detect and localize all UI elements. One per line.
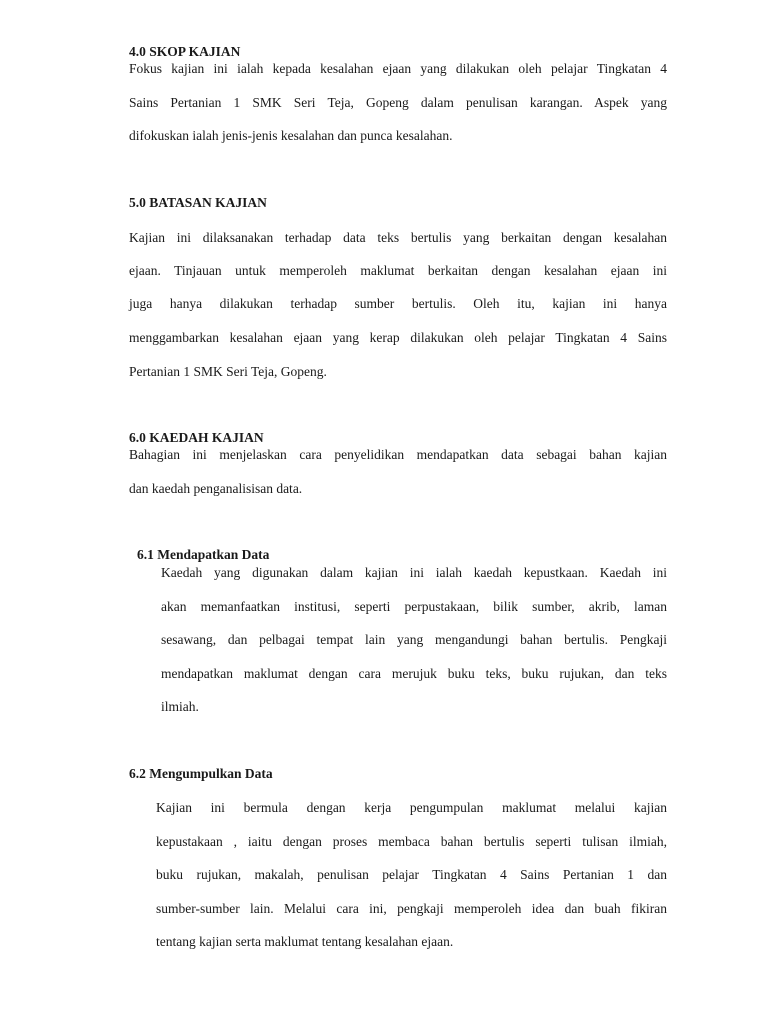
paragraph-line: akan memanfaatkan institusi, seperti perpustakaan, bilik sumber, akrib, laman: [161, 599, 667, 614]
paragraph-line: Sains Pertanian 1 SMK Seri Teja, Gopeng dalam penulisan karangan. Aspek yang: [129, 95, 667, 110]
paragraph-line: sumber-sumber lain. Melalui cara ini, pengkaji memperoleh idea dan buah fikiran: [156, 901, 667, 916]
paragraph-line: Pertanian 1 SMK Seri Teja, Gopeng.: [129, 364, 327, 379]
paragraph-line: sesawang, dan pelbagai tempat lain yang mengandungi bahan bertulis. Pengkaji: [161, 632, 667, 647]
paragraph-line: difokuskan ialah jenis-jenis kesalahan dan punca kesalahan.: [129, 128, 453, 143]
paragraph-line: Kajian ini dilaksanakan terhadap data teks bertulis yang berkaitan dengan kesalahan: [129, 230, 667, 245]
paragraph-line: ejaan. Tinjauan untuk memperoleh maklumat berkaitan dengan kesalahan ejaan ini: [129, 263, 667, 278]
paragraph-line: juga hanya dilakukan terhadap sumber bertulis. Oleh itu, kajian ini hanya: [129, 296, 667, 311]
paragraph-line: ilmiah.: [161, 699, 199, 714]
paragraph-line: mendapatkan maklumat dengan cara merujuk buku teks, buku rujukan, dan teks: [161, 666, 667, 681]
section-heading-batasan-kajian: 5.0 BATASAN KAJIAN: [129, 195, 267, 210]
paragraph-line: Kaedah yang digunakan dalam kajian ini ialah kaedah kepustkaan. Kaedah ini: [161, 565, 667, 580]
paragraph-line: buku rujukan, makalah, penulisan pelajar Tingkatan 4 Sains Pertanian 1 dan: [156, 867, 667, 882]
paragraph-line: tentang kajian serta maklumat tentang kesalahan ejaan.: [156, 934, 454, 949]
paragraph-line: Bahagian ini menjelaskan cara penyelidikan mendapatkan data sebagai bahan kajian: [129, 447, 667, 462]
paragraph-line: kepustakaan , iaitu dengan proses membaca bahan bertulis seperti tulisan ilmiah,: [156, 834, 667, 849]
subsection-heading-mendapatkan-data: 6.1 Mendapatkan Data: [137, 547, 270, 562]
paragraph-line: Fokus kajian ini ialah kepada kesalahan ejaan yang dilakukan oleh pelajar Tingkatan 4: [129, 61, 667, 76]
paragraph-line: Kajian ini bermula dengan kerja pengumpulan maklumat melalui kajian: [156, 800, 667, 815]
section-heading-kaedah-kajian: 6.0 KAEDAH KAJIAN: [129, 430, 264, 445]
paragraph-line: menggambarkan kesalahan ejaan yang kerap dilakukan oleh pelajar Tingkatan 4 Sains: [129, 330, 667, 345]
section-heading-skop-kajian: 4.0 SKOP KAJIAN: [129, 44, 241, 59]
paragraph-line: dan kaedah penganalisisan data.: [129, 481, 303, 496]
subsection-heading-mengumpulkan-data: 6.2 Mengumpulkan Data: [129, 766, 273, 781]
